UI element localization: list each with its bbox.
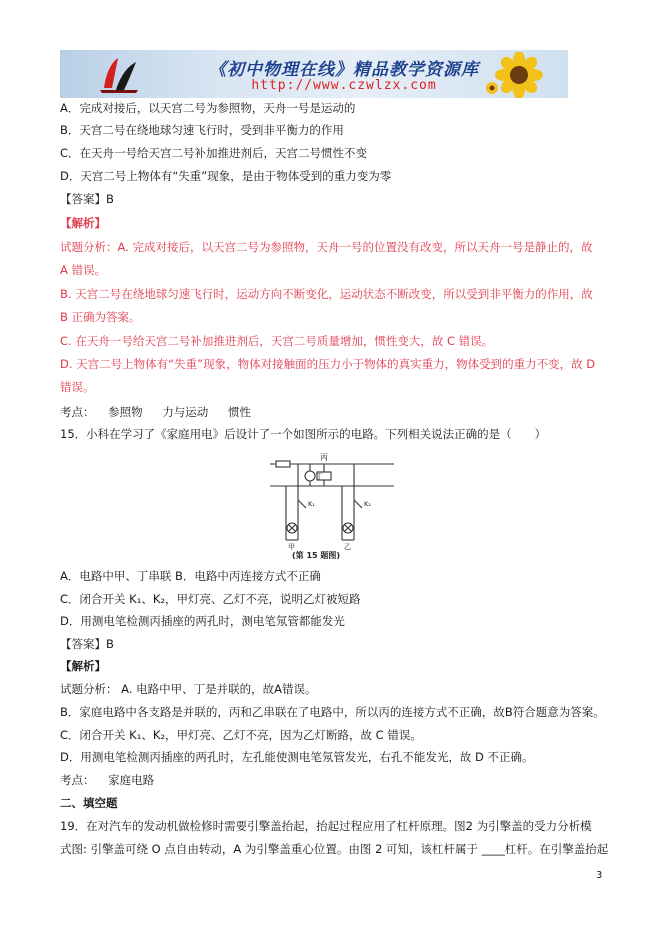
q15-option-c: C．闭合开关 K₁、K₂，甲灯亮、乙灯不亮，说明乙灯被短路 (60, 592, 361, 606)
page-number: 3 (596, 870, 603, 881)
q14-analysis-heading: 【解析】 (60, 216, 106, 230)
q15-analysis-heading: 【解析】 (60, 659, 106, 673)
label-bing: 丙 (320, 453, 328, 462)
figure-caption: (第 15 题图) (292, 551, 341, 560)
kaodian-item: 惯性 (227, 405, 251, 419)
label-k2: K₂ (364, 500, 371, 508)
q15-option-d: D．用测电笔检测丙插座的两孔时，测电笔氖管都能发光 (60, 614, 345, 628)
q14-analysis-line: B 正确为答案。 (60, 310, 141, 324)
q15-analysis-line: B．家庭电路中各支路是并联的，丙和乙串联在了电路中，所以丙的连接方式不正确，故B符合题意为答案。 (60, 705, 605, 719)
q14-analysis-line: 错误。 (60, 380, 95, 394)
header-banner (60, 50, 568, 98)
label-jia: 甲 (288, 543, 295, 551)
kaodian-label: 考点： (60, 773, 95, 787)
q14-analysis-line: C. 在天舟一号给天宫二号补加推进剂后，天宫二号质量增加，惯性变大，故 C 错误。 (60, 334, 494, 348)
q14-analysis-line: B. 天宫二号在绕地球匀速飞行时，运动方向不断变化，运动状态不断改变，所以受到非平衡力的作用，故 (60, 287, 593, 301)
kaodian-item: 力与运动 (162, 405, 209, 419)
q15-analysis-line: 试题分析： A. 电路中甲、丁是并联的，故A错误。 (60, 682, 317, 696)
banner-url: http://www.czwlzx.com (251, 78, 437, 93)
label-ding: 丁 (315, 472, 323, 481)
q14-analysis-line: A 错误。 (60, 263, 107, 277)
label-k1: K₁ (308, 500, 315, 508)
q15-analysis-line: D．用测电笔检测丙插座的两孔时，左孔能使测电笔氖管发光，右孔不能发光，故 D 不正确。 (60, 750, 534, 764)
q19-line: 19．在对汽车的发动机做检修时需要引擎盖抬起，抬起过程应用了杠杆原理。图2 为引擎盖的受力分析模 (60, 819, 592, 833)
q14-analysis-line: D. 天宫二号上物体有“失重”现象，物体对接触面的压力小于物体的真实重力，物体受到的重力不变，故 D (60, 357, 596, 371)
q15-analysis-line: C．闭合开关 K₁、K₂，甲灯亮、乙灯不亮，因为乙灯断路，故 C 错误。 (60, 728, 422, 742)
q15-option-ab: A．电路中甲、丁串联 B．电路中丙连接方式不正确 (60, 569, 321, 583)
q14-kaodian (60, 404, 267, 420)
q14-option-d: D．天宫二号上物体有“失重”现象，是由于物体受到的重力变为零 (60, 169, 392, 183)
circuit-diagram (262, 448, 402, 560)
q14-answer: 【答案】B (60, 192, 114, 206)
kaodian-label: 考点： (60, 405, 95, 419)
q14-analysis-line: 试题分析：A. 完成对接后，以天宫二号为参照物，天舟一号的位置没有改变，所以天舟一号是静止的，故 (60, 240, 593, 254)
sunflower-icon (484, 52, 554, 98)
kaodian-item: 家庭电路 (108, 773, 155, 787)
banner-title: 《初中物理在线》精品教学资源库 (209, 60, 479, 80)
q15-answer: 【答案】B (60, 637, 114, 651)
q15-stem: 15．小科在学习了《家庭用电》后设计了一个如图所示的电路。下列相关说法正确的是（ ） (60, 427, 547, 441)
label-yi: 乙 (344, 543, 351, 551)
site-logo-icon (98, 54, 140, 94)
q14-option-c: C．在天舟一号给天宫二号补加推进剂后，天宫二号惯性不变 (60, 146, 368, 160)
q14-option-a: A．完成对接后，以天宫二号为参照物，天舟一号是运动的 (60, 101, 356, 115)
q15-kaodian (60, 772, 170, 788)
q14-option-b: B．天宫二号在绕地球匀速飞行时，受到非平衡力的作用 (60, 123, 344, 137)
section-heading: 二、填空题 (60, 796, 118, 810)
q19-line: 式图: 引擎盖可绕 O 点自由转动，A 为引擎盖重心位置。由图 2 可知，该杠杆属于 ____杠杆。在引擎盖抬起 (60, 842, 609, 856)
kaodian-item: 参照物 (108, 405, 143, 419)
